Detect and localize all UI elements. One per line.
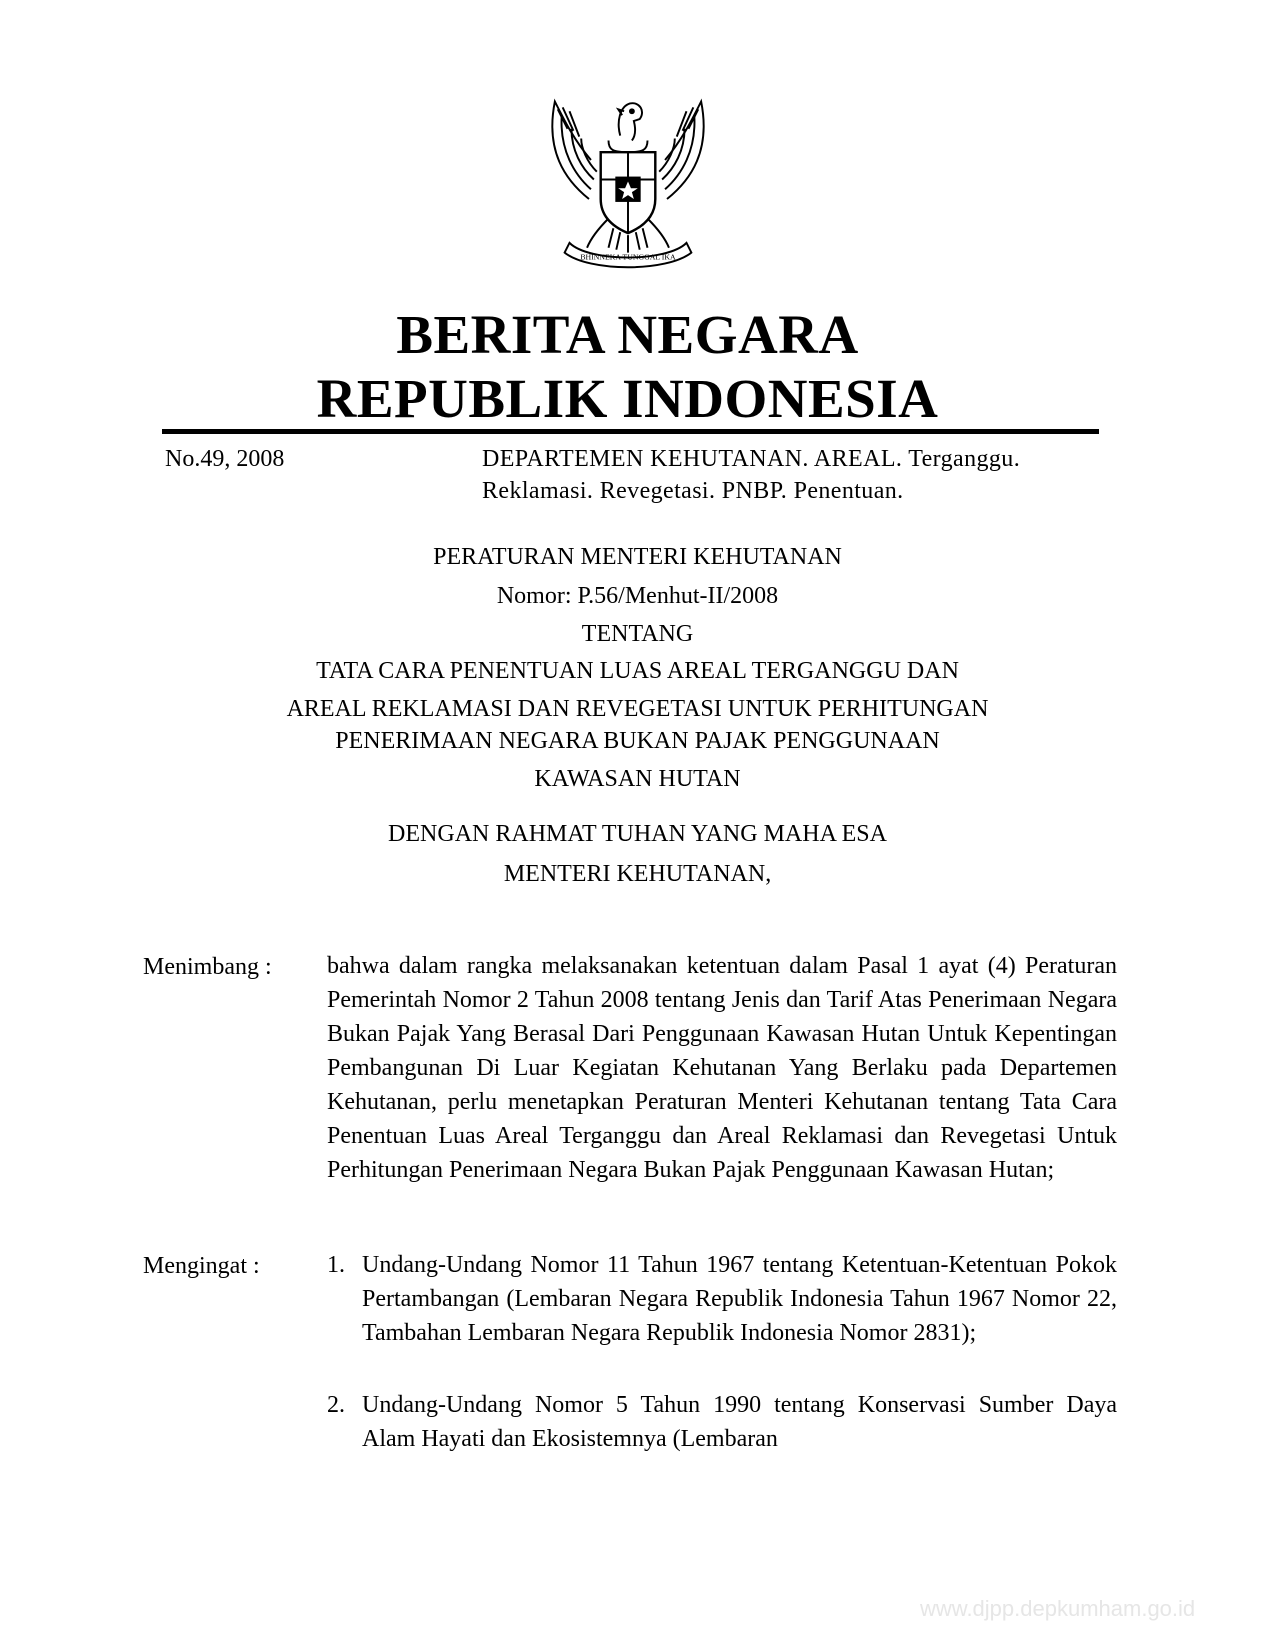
regulation-about: TENTANG bbox=[581, 621, 694, 647]
masthead-line1: BERITA NEGARA bbox=[396, 304, 859, 365]
list-item-text: Undang-Undang Nomor 5 Tahun 1990 tentang Konservasi Sumber Daya Alam Hayati dan Ekosistemnya (Lembaran bbox=[362, 1392, 1117, 1452]
menimbang-label: Menimbang : bbox=[143, 954, 272, 980]
masthead-divider bbox=[162, 429, 1099, 434]
invocation: DENGAN RAHMAT TUHAN YANG MAHA ESA bbox=[388, 821, 887, 847]
regulation-title-line: TATA CARA PENENTUAN LUAS AREAL TERGANGGU DAN bbox=[316, 658, 959, 684]
footer-url: www.djpp.depkumham.go.id bbox=[920, 1596, 1196, 1621]
regulation-title-line: PENERIMAAN NEGARA BUKAN PAJAK PENGGUNAAN bbox=[335, 728, 940, 754]
issue-subject-line1: DEPARTEMEN KEHUTANAN. AREAL. Terganggu. bbox=[482, 446, 1021, 472]
issue-subject-line2: Reklamasi. Revegetasi. PNBP. Penentuan. bbox=[482, 478, 904, 504]
emblem-motto: BHINNEKA TUNGGAL IKA bbox=[580, 252, 676, 262]
list-item-number: 2. bbox=[327, 1392, 345, 1418]
list-item bbox=[327, 1388, 1117, 1456]
list-item-text: Undang-Undang Nomor 11 Tahun 1967 tentang Ketentuan-Ketentuan Pokok Pertambangan (Lembaran Negara Republik Indonesia Tahun 1967 Nomor 22, Tambahan Lembaran Negara Republik Indonesia Nomor 2831); bbox=[362, 1252, 1117, 1346]
masthead bbox=[160, 303, 1095, 431]
regulation-title-line: AREAL REKLAMASI DAN REVEGETASI UNTUK PERHITUNGAN bbox=[286, 696, 989, 722]
issuer: MENTERI KEHUTANAN, bbox=[503, 861, 772, 887]
list-item-number: 1. bbox=[327, 1252, 345, 1278]
list-item bbox=[327, 1248, 1117, 1350]
menimbang-text: bahwa dalam rangka melaksanakan ketentuan dalam Pasal 1 ayat (4) Peraturan Pemerintah Nomor 2 Tahun 2008 tentang Jenis dan Tarif Atas Penerimaan Negara Bukan Pajak Yang Berasal Dari Penggunaan Kawasan Hutan Untuk Kepentingan Pembangunan Di Luar Kegiatan Kehutanan Yang Berlaku pada Departemen Kehutanan, perlu menetapkan Peraturan Menteri Kehutanan tentang Tata Cara Penentuan Luas Areal Terganggu dan Areal Reklamasi dan Revegetasi Untuk Perhitungan Penerimaan Negara Bukan Pajak Penggunaan Kawasan Hutan; bbox=[327, 953, 1117, 1183]
issue-number: No.49, 2008 bbox=[165, 446, 285, 472]
regulation-number: Nomor: P.56/Menhut-II/2008 bbox=[496, 583, 779, 609]
mengingat-label: Mengingat : bbox=[143, 1253, 260, 1279]
masthead-line2: REPUBLIK INDONESIA bbox=[316, 368, 939, 429]
regulation-type: PERATURAN MENTERI KEHUTANAN bbox=[433, 544, 842, 570]
issue-subject bbox=[482, 443, 1122, 507]
garuda-emblem-icon bbox=[529, 82, 727, 277]
regulation-title-line: KAWASAN HUTAN bbox=[534, 766, 741, 792]
